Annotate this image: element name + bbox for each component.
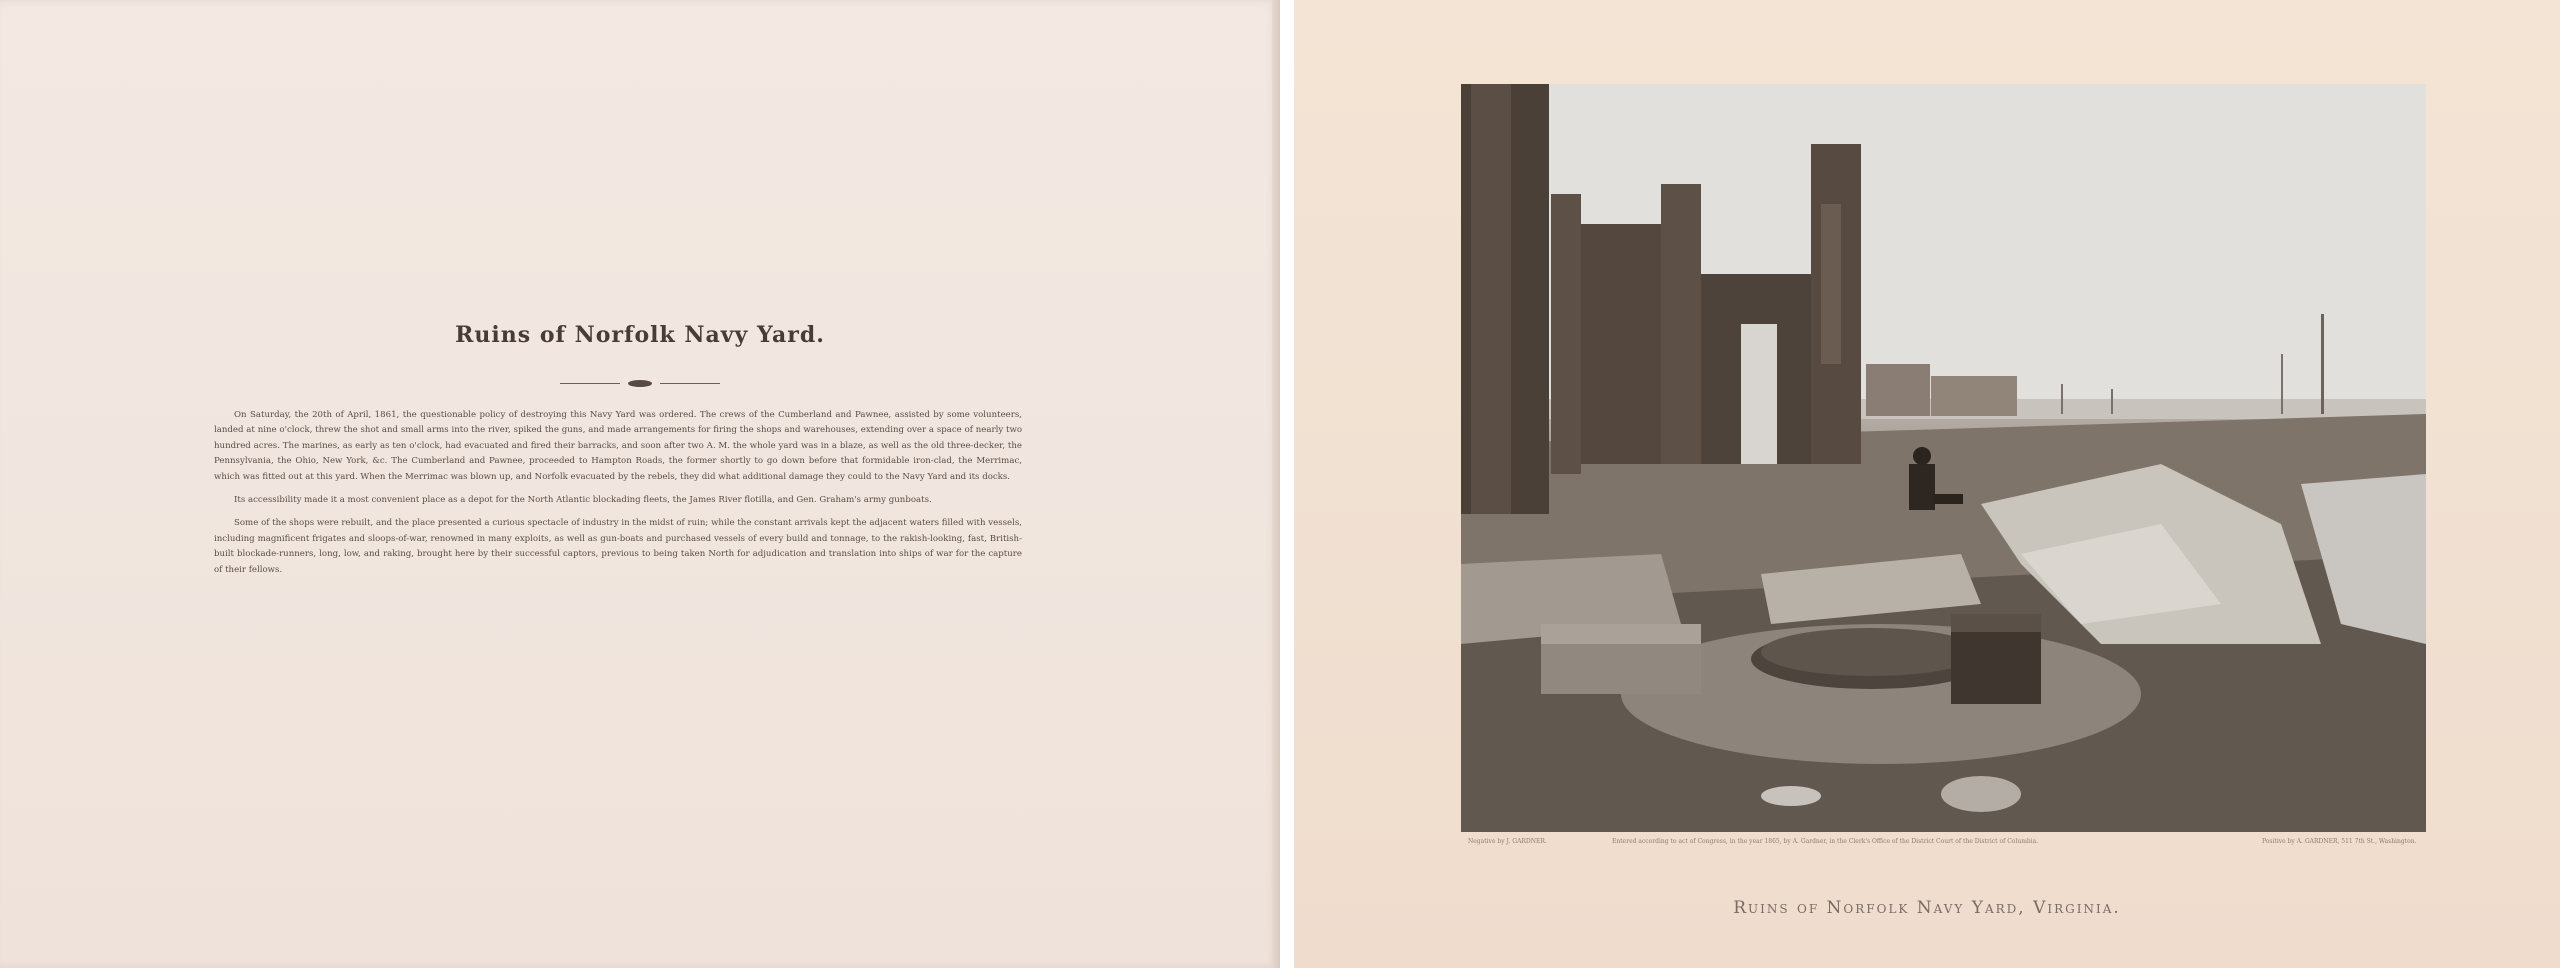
- photo-caption: Ruins of Norfolk Navy Yard, Virginia.: [1733, 898, 2121, 918]
- paragraph: Some of the shops were rebuilt, and the place presented a curious spectacle of industry in the midst of ruin; while the constant arrivals kept the adjacent waters filled with vessels, including magnificent frigates and sloops-of-war, renowned in many exploits, as well as gun-boats and purchased vessels of every build and tonnage, to the rakish-looking, fast, British-built blockade-runners, long, low, and raking, brought here by their successful captors, previous to being taken North for adjudication and translation into ships of war for the capture of their fellows.: [214, 518, 1022, 575]
- page-gap: [1280, 0, 1294, 968]
- paragraph: Its accessibility made it a most convenient place as a depot for the North Atlantic blockading fleets, the James River flotilla, and Gen. Graham's army gunboats.: [234, 495, 932, 506]
- photo-scene: [1461, 84, 2426, 832]
- left-page-edge: [1272, 0, 1280, 968]
- body-text: [214, 408, 1022, 586]
- photo-credit-positive: Positive by A. GARDNER, 511 7th St., Washington.: [2262, 838, 2417, 845]
- copyright-notice: Entered according to act of Congress, in the year 1865, by A. Gardner, in the Clerk's Office of the District Court of the District of Columbia.: [1612, 838, 2039, 845]
- title-ornament: [560, 380, 720, 388]
- page-title: Ruins of Norfolk Navy Yard.: [455, 322, 825, 348]
- ruins-photograph: [1461, 84, 2426, 832]
- photo-credit-negative: Negative by J. GARDNER.: [1468, 838, 1547, 845]
- paragraph: On Saturday, the 20th of April, 1861, the questionable policy of destroying this Navy Yard was ordered. The crews of the Cumberland and Pawnee, assisted by some volunteers, landed at nine o'clock, threw the shot and small arms into the river, spiked the guns, and made arrangements for firing the shops and warehouses, extending over a space of nearly two hundred acres. The marines, as early as ten o'clock, had evacuated and fired their barracks, and soon after two A. M. the whole yard was in a blaze, as well as the old three-decker, the Pennsylvania, the Ohio, New York, &c. The Cumberland and Pawnee, proceeded to Hampton Roads, the former shortly to go down before that formidable iron-clad, the Merrimac, which was fitted out at this yard. When the Merrimac was blown up, and Norfolk evacuated by the rebels, they did what additional damage they could to the Navy Yard and its docks.: [214, 410, 1022, 482]
